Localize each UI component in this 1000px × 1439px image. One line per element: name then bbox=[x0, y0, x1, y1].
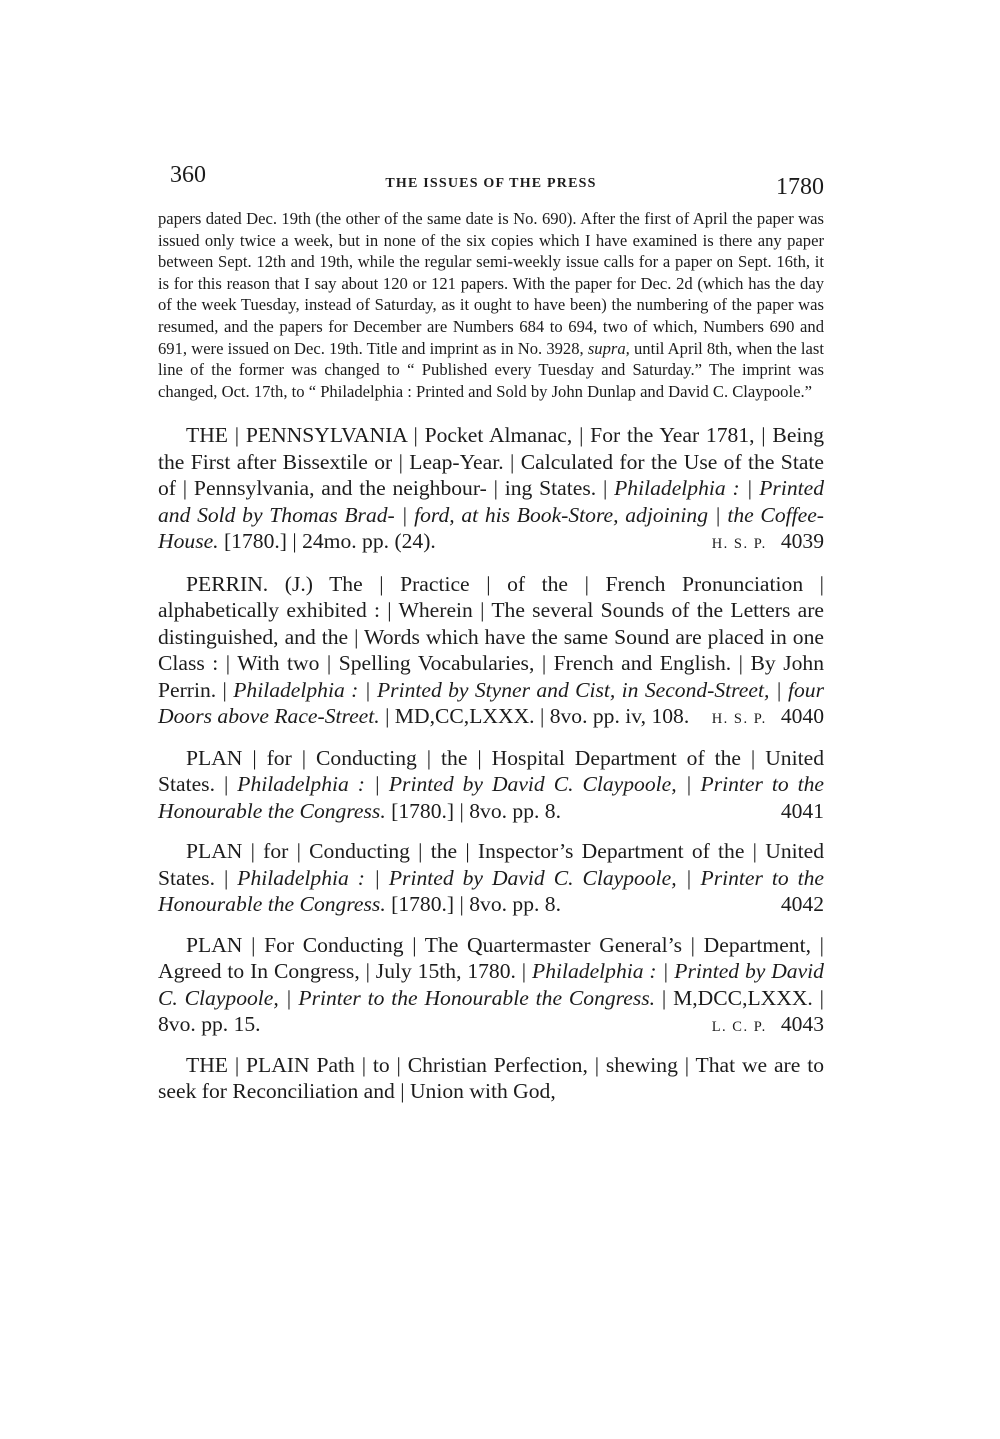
entry-title: PLAN | for | Conducting | the | Hospital Department of the | United States. | bbox=[158, 745, 824, 797]
bibliography-entry-4042 bbox=[158, 838, 824, 918]
running-head bbox=[158, 160, 824, 208]
entry-imprint: Philadelphia : | Printed by David C. Claypoole, | Printer to the Honourable the Congress. bbox=[158, 865, 825, 917]
entry-number: 4042 bbox=[780, 892, 824, 917]
bibliography-entry-4039 bbox=[158, 422, 824, 555]
entry-collation: | MD,CC,LXXX. | 8vo. pp. iv, 108. bbox=[385, 704, 690, 729]
note-italic: supra, bbox=[587, 338, 630, 358]
bibliography-entry-4043 bbox=[158, 932, 824, 1038]
entry-collation: [1780.] | 8vo. pp. 8. bbox=[391, 798, 562, 823]
note-text-continued: until April 8th, when the last line of the former was changed to “ Published every Tuesday and Saturday.” The imprint was changed, Oct. 17th, to “ Philadelphia : Printed and Sold by John Dunlap and David C. Claypoole.” bbox=[158, 338, 824, 401]
entry-title: THE | PENNSYLVANIA | Pocket Almanac, | For the Year 1781, | Being the First after Bissextile or | Leap-Year. | Calculated for the Use of the State of | Pennsylvania, and the neighbour- | ing States. | bbox=[158, 423, 824, 501]
entry-location: L. C. P. bbox=[711, 1019, 767, 1036]
entry-number: 4039 bbox=[780, 529, 824, 554]
bibliography-entry-4041 bbox=[158, 745, 824, 825]
entry-title: PLAN | For Conducting | The Quartermaster General’s | Department, | Agreed to In Congress, | July 15th, 1780. | bbox=[158, 932, 824, 984]
entry-location: H. S. P. bbox=[711, 536, 767, 553]
running-year: 1780 bbox=[776, 174, 824, 200]
bibliography-entry-4040 bbox=[158, 571, 824, 730]
entry-imprint: Philadelphia : | Printed by Styner and Cist, in Second-Street, | four Doors above Race-Street. bbox=[158, 677, 824, 729]
entry-title: PLAN | for | Conducting | the | Inspector’s Department of the | United States. | bbox=[158, 839, 824, 890]
entry-number: 4040 bbox=[780, 704, 824, 729]
entry-imprint: Philadelphia : | Printed and Sold by Thomas Brad- | ford, at his Book-Store, adjoining | the Coffee-House. bbox=[158, 476, 825, 554]
entry-imprint: Philadelphia : | Printed by David C. Claypoole, | Printer to the Honourable the Congress. bbox=[158, 772, 825, 823]
entry-imprint: Philadelphia : | Printed by David C. Claypoole, | Printer to the Honourable the Congress. bbox=[158, 959, 824, 1010]
entry-collation: [1780.] | 24mo. pp. (24). bbox=[223, 529, 436, 554]
running-title: THE ISSUES OF THE PRESS bbox=[385, 176, 597, 191]
entry-title: THE | PLAIN Path | to | Christian Perfection, | shewing | That we are to seek for Reconciliation and | Union with God, bbox=[158, 1052, 824, 1104]
page bbox=[158, 160, 824, 1105]
entry-collation: | M,DCC,LXXX. | 8vo. pp. 15. bbox=[158, 985, 824, 1037]
entry-number: 4043 bbox=[780, 1012, 824, 1037]
entry-location: H. S. P. bbox=[711, 711, 767, 728]
entry-number: 4041 bbox=[780, 798, 824, 823]
bibliography-entry-continued bbox=[158, 1052, 824, 1105]
entry-title: PERRIN. (J.) The | Practice | of the | French Pronunciation | alphabetically exhibited : | Wherein | The several Sounds of the Letters are distinguished, and the | Words which have the same Sound are placed in one Class : | With two | Spelling Vocabularies, | French and English. | By John Perrin. | bbox=[158, 571, 824, 702]
note-paragraph bbox=[158, 208, 824, 402]
entry-collation: [1780.] | 8vo. pp. 8. bbox=[391, 892, 562, 917]
page-number: 360 bbox=[170, 162, 206, 188]
note-text: papers dated Dec. 19th (the other of the same date is No. 690). After the first of April the paper was issued only twice a week, but in none of the six copies which I have examined is there any paper between Sept. 12th and 19th, while the regular semi-weekly issue calls for a paper on Sept. 16th, it is for this reason that I say about 120 or 121 papers. With the paper for Dec. 2d (which has the day of the week Tuesday, instead of Saturday, as it ought to have been) the numbering of the paper was resumed, and the papers for December are Numbers 684 to 694, two of which, Numbers 690 and 691, were issued on Dec. 19th. Title and imprint as in No. 3928, bbox=[158, 209, 824, 358]
